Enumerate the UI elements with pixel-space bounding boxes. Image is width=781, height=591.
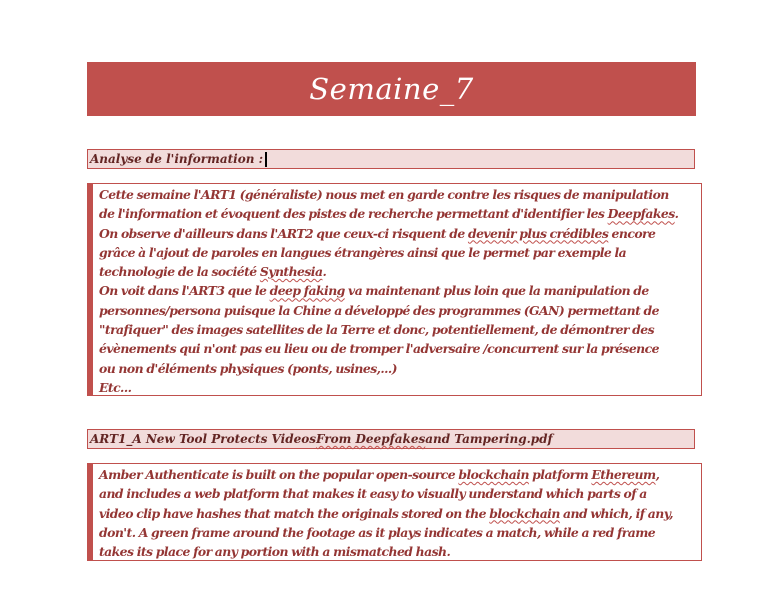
spellcheck-word[interactable]: blockchain — [489, 505, 560, 521]
paragraph-line — [99, 542, 697, 561]
paragraph-line — [99, 484, 697, 503]
page-title: Semaine_7 — [309, 72, 474, 106]
paragraph-line — [99, 185, 697, 204]
paragraph-line — [99, 465, 697, 484]
text-run: , — [655, 467, 660, 482]
text-run: encore — [608, 225, 656, 241]
paragraph-line — [99, 320, 697, 339]
text-run: de l'information et évoquent des pistes de recherche permettant d'identifier les — [99, 206, 608, 222]
paragraph-line — [99, 262, 697, 281]
text-run: and which, if any, — [559, 505, 673, 521]
text-run: Amber Authenticate is built on the popular open-source — [99, 467, 459, 482]
text-run: évènements qui n'ont pas eu lieu ou de tromper l'adversaire /concurrent sur la présence — [99, 341, 659, 357]
text-run: "trafiquer" des images satellites de la Terre et donc, potentiellement, de démontrer des — [99, 322, 655, 338]
paragraph-line — [99, 359, 697, 378]
spellcheck-word[interactable]: deep faking — [269, 283, 345, 299]
paragraph-line — [99, 339, 697, 358]
section-label-analysis[interactable] — [87, 149, 695, 169]
section-label-analysis-text: Analyse de l'information : — [90, 152, 264, 166]
text-run: Cette semaine l'ART1 (généraliste) nous met en garde contre les risques de manipulation — [99, 187, 669, 202]
paragraph-line — [99, 504, 697, 523]
text-cursor — [265, 152, 267, 167]
paragraph-line — [99, 224, 697, 243]
art1-text-box[interactable] — [87, 463, 702, 561]
paragraph-line — [99, 523, 697, 542]
text-run: va maintenant plus loin que la manipulation de — [344, 283, 649, 299]
text-run: video clip have hashes that match the originals stored on the — [99, 505, 490, 521]
text-run: grâce à l'ajout de paroles en langues étrangères ainsi que le permet par exemple la — [99, 244, 627, 260]
text-run: . — [322, 264, 327, 280]
text-run: and Tampering.pdf — [425, 432, 553, 446]
text-run: takes its place for any portion with a mismatched hash. — [99, 544, 451, 560]
paragraph-line — [99, 243, 697, 262]
text-run: and includes a web platform that makes it easy to visually understand which parts of a — [99, 486, 647, 502]
analysis-text-box[interactable] — [87, 183, 702, 396]
paragraph-line — [99, 301, 697, 320]
paragraph-line — [99, 204, 697, 223]
paragraph-line — [99, 378, 697, 396]
text-run: personnes/persona puisque la Chine a développé des programmes (GAN) permettant de — [99, 302, 659, 318]
paragraph-line — [99, 281, 697, 300]
text-run: don't. A green frame around the footage as it plays indicates a match, while a red frame — [99, 524, 656, 540]
section-label-art1[interactable] — [87, 429, 695, 449]
spellcheck-word[interactable]: Deepfakes — [607, 206, 675, 222]
spellcheck-word[interactable]: Ethereum — [591, 467, 656, 482]
text-run: ART1_A New Tool Protects Videos — [90, 432, 317, 446]
text-run: technologie de la société — [99, 264, 260, 280]
text-run: Etc... — [99, 379, 132, 395]
text-run: ou non d'éléments physiques (ponts, usines,...) — [99, 360, 397, 376]
spellcheck-word[interactable]: Synthesia — [259, 264, 323, 280]
spellcheck-word[interactable]: From Deepfakes — [316, 432, 426, 446]
spellcheck-word[interactable]: blockchain — [458, 467, 529, 482]
text-run: On observe d'ailleurs dans l'ART2 que ceux-ci risquent de — [99, 225, 468, 241]
text-run: . — [674, 206, 679, 222]
text-run: platform — [528, 467, 592, 482]
title-banner — [87, 62, 696, 116]
text-run: On voit dans l'ART3 que le — [99, 283, 270, 299]
spellcheck-word[interactable]: devenir plus crédibles — [467, 225, 609, 241]
